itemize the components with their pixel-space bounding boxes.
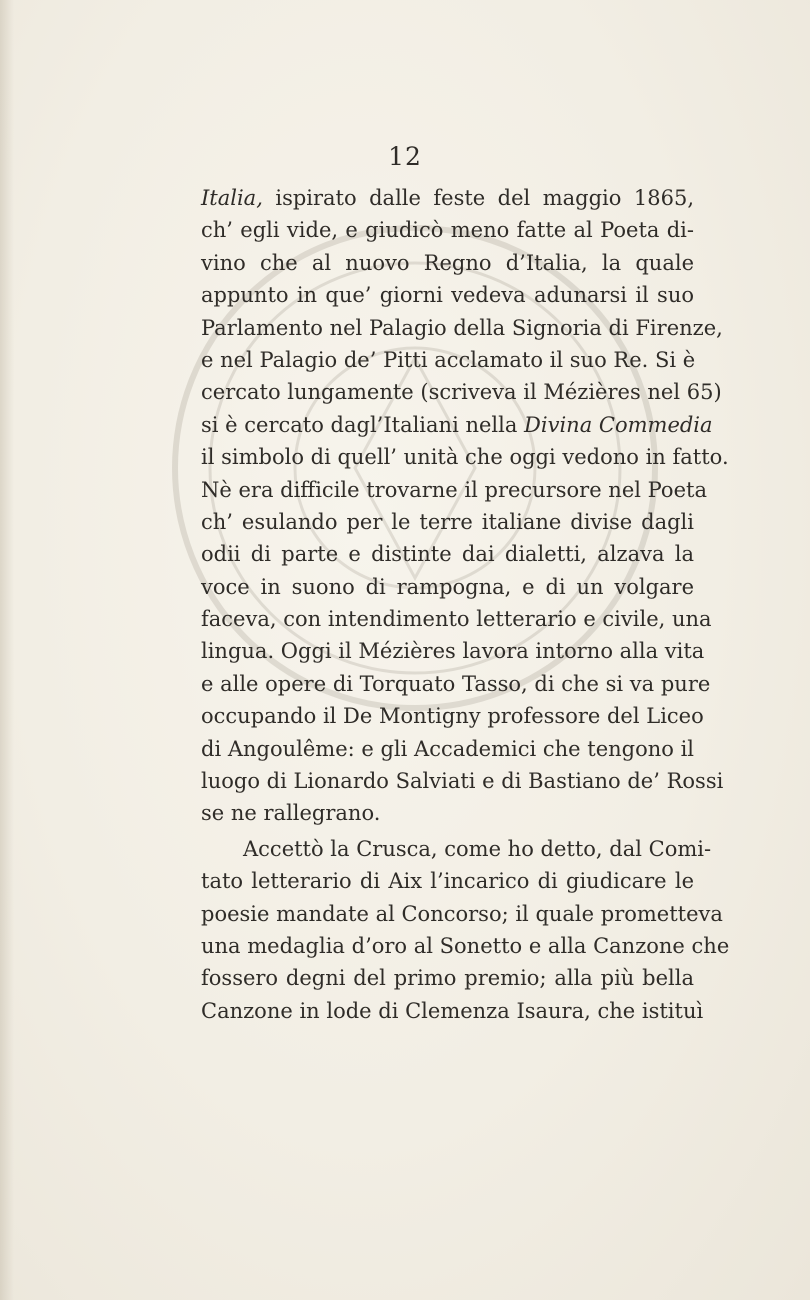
text-line <box>201 930 730 962</box>
page-number: 12 <box>388 142 422 171</box>
text-line <box>201 865 694 897</box>
text-segment: odii di parte e distinte dai dialetti, alzava la <box>201 542 694 567</box>
text-line <box>201 603 712 635</box>
text-segment: Nè era difficile trovarne il precursore nel Poeta <box>201 477 707 502</box>
text-line <box>201 214 694 246</box>
text-line <box>201 376 722 408</box>
italic-text-segment: Divina Commedia <box>524 412 713 437</box>
text-segment: occupando il De Montigny professore del Liceo <box>201 704 704 729</box>
text-segment: luogo di Lionardo Salviati e di Bastiano de’ Rossi <box>201 769 724 794</box>
text-line <box>201 344 694 376</box>
text-segment: una medaglia d’oro al Sonetto e alla Canzone che <box>201 933 730 958</box>
text-line <box>201 797 694 829</box>
text-line <box>201 668 711 700</box>
text-line <box>201 635 705 667</box>
text-line <box>201 571 694 603</box>
text-segment: appunto in que’ giorni vedeva adunarsi il suo <box>201 283 694 308</box>
text-segment: e alle opere di Torquato Tasso, di che si va pure <box>201 671 711 696</box>
body-text <box>201 182 730 1027</box>
text-line <box>201 962 694 994</box>
text-line <box>201 733 694 765</box>
text-segment: cercato lungamente (scriveva il Mézières nel 65) <box>201 380 722 405</box>
italic-text-segment: Italia, <box>201 186 263 210</box>
text-segment: fossero degni del primo premio; alla più bella <box>201 966 694 991</box>
text-line <box>201 312 723 344</box>
text-line <box>201 441 729 473</box>
text-line <box>201 279 694 311</box>
text-segment: vino che al nuovo Regno d’Italia, la quale <box>201 250 694 275</box>
text-line <box>201 538 694 570</box>
text-line <box>201 898 723 930</box>
text-line <box>201 765 724 797</box>
text-segment: ch’ esulando per le terre italiane divise dagli <box>201 509 694 534</box>
text-segment: Parlamento nel Palagio della Signoria di Firenze, <box>201 315 723 340</box>
binding-shadow <box>0 0 14 1300</box>
text-line <box>201 833 712 865</box>
text-segment: voce in suono di rampogna, e di un volgare <box>201 574 694 599</box>
text-segment: poesie mandate al Concorso; il quale prometteva <box>201 901 723 926</box>
text-line <box>201 995 704 1027</box>
text-line <box>201 506 694 538</box>
text-segment: faceva, con intendimento letterario e civile, una <box>201 607 712 632</box>
text-segment: si è cercato dagl’Italiani nella <box>201 412 525 437</box>
text-line <box>201 474 707 506</box>
text-line <box>201 700 704 732</box>
text-line <box>201 247 694 279</box>
text-segment: Accettò la Crusca, come ho detto, dal Comi- <box>243 836 712 861</box>
text-segment: se ne rallegrano. <box>201 801 381 826</box>
text-segment: di Angoulême: e gli Accademici che tengono il <box>201 736 695 761</box>
text-segment: tato letterario di Aix l’incarico di giudicare le <box>201 869 694 894</box>
text-line <box>201 409 713 441</box>
text-segment: ispirato dalle feste del maggio 1865, <box>262 186 694 210</box>
text-segment: il simbolo di quell’ unità che oggi vedono in fatto. <box>201 445 729 470</box>
text-segment: e nel Palagio de’ Pitti acclamato il suo Re. Si è <box>201 347 696 372</box>
text-segment: Canzone in lode di Clemenza Isaura, che istituì <box>201 998 704 1023</box>
text-segment: lingua. Oggi il Mézières lavora intorno alla vita <box>201 639 705 664</box>
text-segment: ch’ egli vide, e giudicò meno fatte al Poeta di- <box>201 218 694 243</box>
text-line <box>201 182 694 214</box>
